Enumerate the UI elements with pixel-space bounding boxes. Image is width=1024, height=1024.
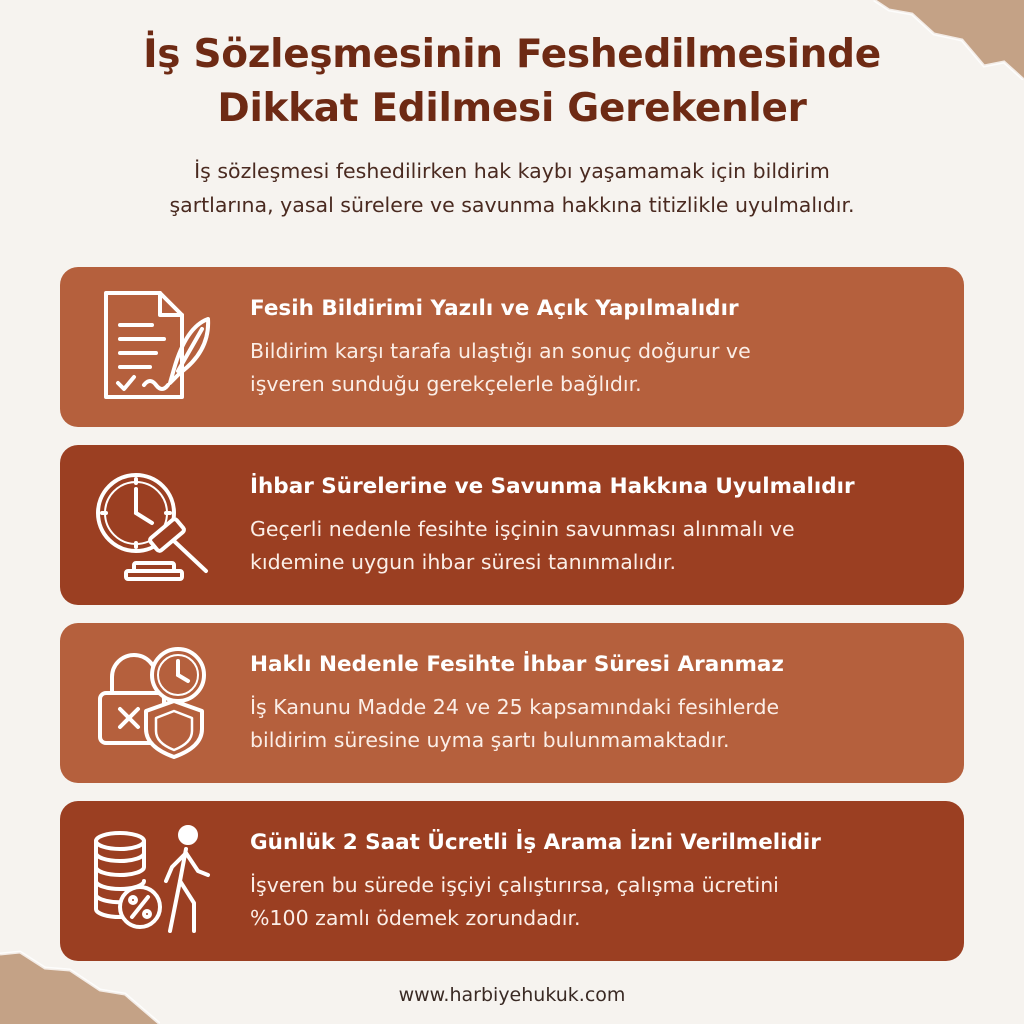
- coins-percent-walking-icon: [90, 823, 218, 939]
- page-subtitle: [60, 154, 964, 222]
- card-description: [250, 513, 944, 579]
- description-line: kıdemine uygun ihbar süresi tanınmalıdır.: [250, 550, 676, 574]
- card-heading: Fesih Bildirimi Yazılı ve Açık Yapılmalıdır: [250, 296, 739, 321]
- title-line: Dikkat Edilmesi Gerekenler: [217, 86, 807, 131]
- description-line: işveren sunduğu gerekçelerle bağlıdır.: [250, 372, 642, 396]
- lock-clock-shield-icon: [90, 645, 218, 761]
- info-card-job-search-leave: [60, 801, 964, 961]
- website-link[interactable]: www.harbiyehukuk.com: [398, 984, 626, 1006]
- title-line: İş Sözleşmesinin Feshedilmesinde: [143, 32, 881, 77]
- description-line: İşveren bu sürede işçiyi çalıştırırsa, çalışma ücretini: [250, 873, 779, 897]
- card-heading: Haklı Nedenle Fesihte İhbar Süresi Aranmaz: [250, 652, 784, 677]
- card-description: [250, 335, 944, 401]
- description-line: Bildirim karşı tarafa ulaştığı an sonuç doğurur ve: [250, 339, 751, 363]
- description-line: %100 zamlı ödemek zorundadır.: [250, 906, 581, 930]
- info-card-written-notice: [60, 267, 964, 427]
- card-description: [250, 869, 944, 935]
- description-line: Geçerli nedenle fesihte işçinin savunması alınmalı ve: [250, 517, 795, 541]
- description-line: bildirim süresine uyma şartı bulunmamaktadır.: [250, 728, 730, 752]
- subtitle-line: şartlarına, yasal sürelere ve savunma hakkına titizlikle uyulmalıdır.: [169, 193, 855, 217]
- page-title: [0, 28, 1024, 136]
- info-card-just-cause: [60, 623, 964, 783]
- card-heading: İhbar Sürelerine ve Savunma Hakkına Uyulmalıdır: [250, 474, 855, 499]
- clock-gavel-icon: [90, 467, 218, 583]
- description-line: İş Kanunu Madde 24 ve 25 kapsamındaki fesihlerde: [250, 695, 780, 719]
- document-signature-icon: [90, 289, 218, 405]
- info-card-notice-period: [60, 445, 964, 605]
- subtitle-line: İş sözleşmesi feshedilirken hak kaybı yaşamamak için bildirim: [194, 159, 830, 183]
- card-heading: Günlük 2 Saat Ücretli İş Arama İzni Verilmelidir: [250, 830, 821, 855]
- card-description: [250, 691, 944, 757]
